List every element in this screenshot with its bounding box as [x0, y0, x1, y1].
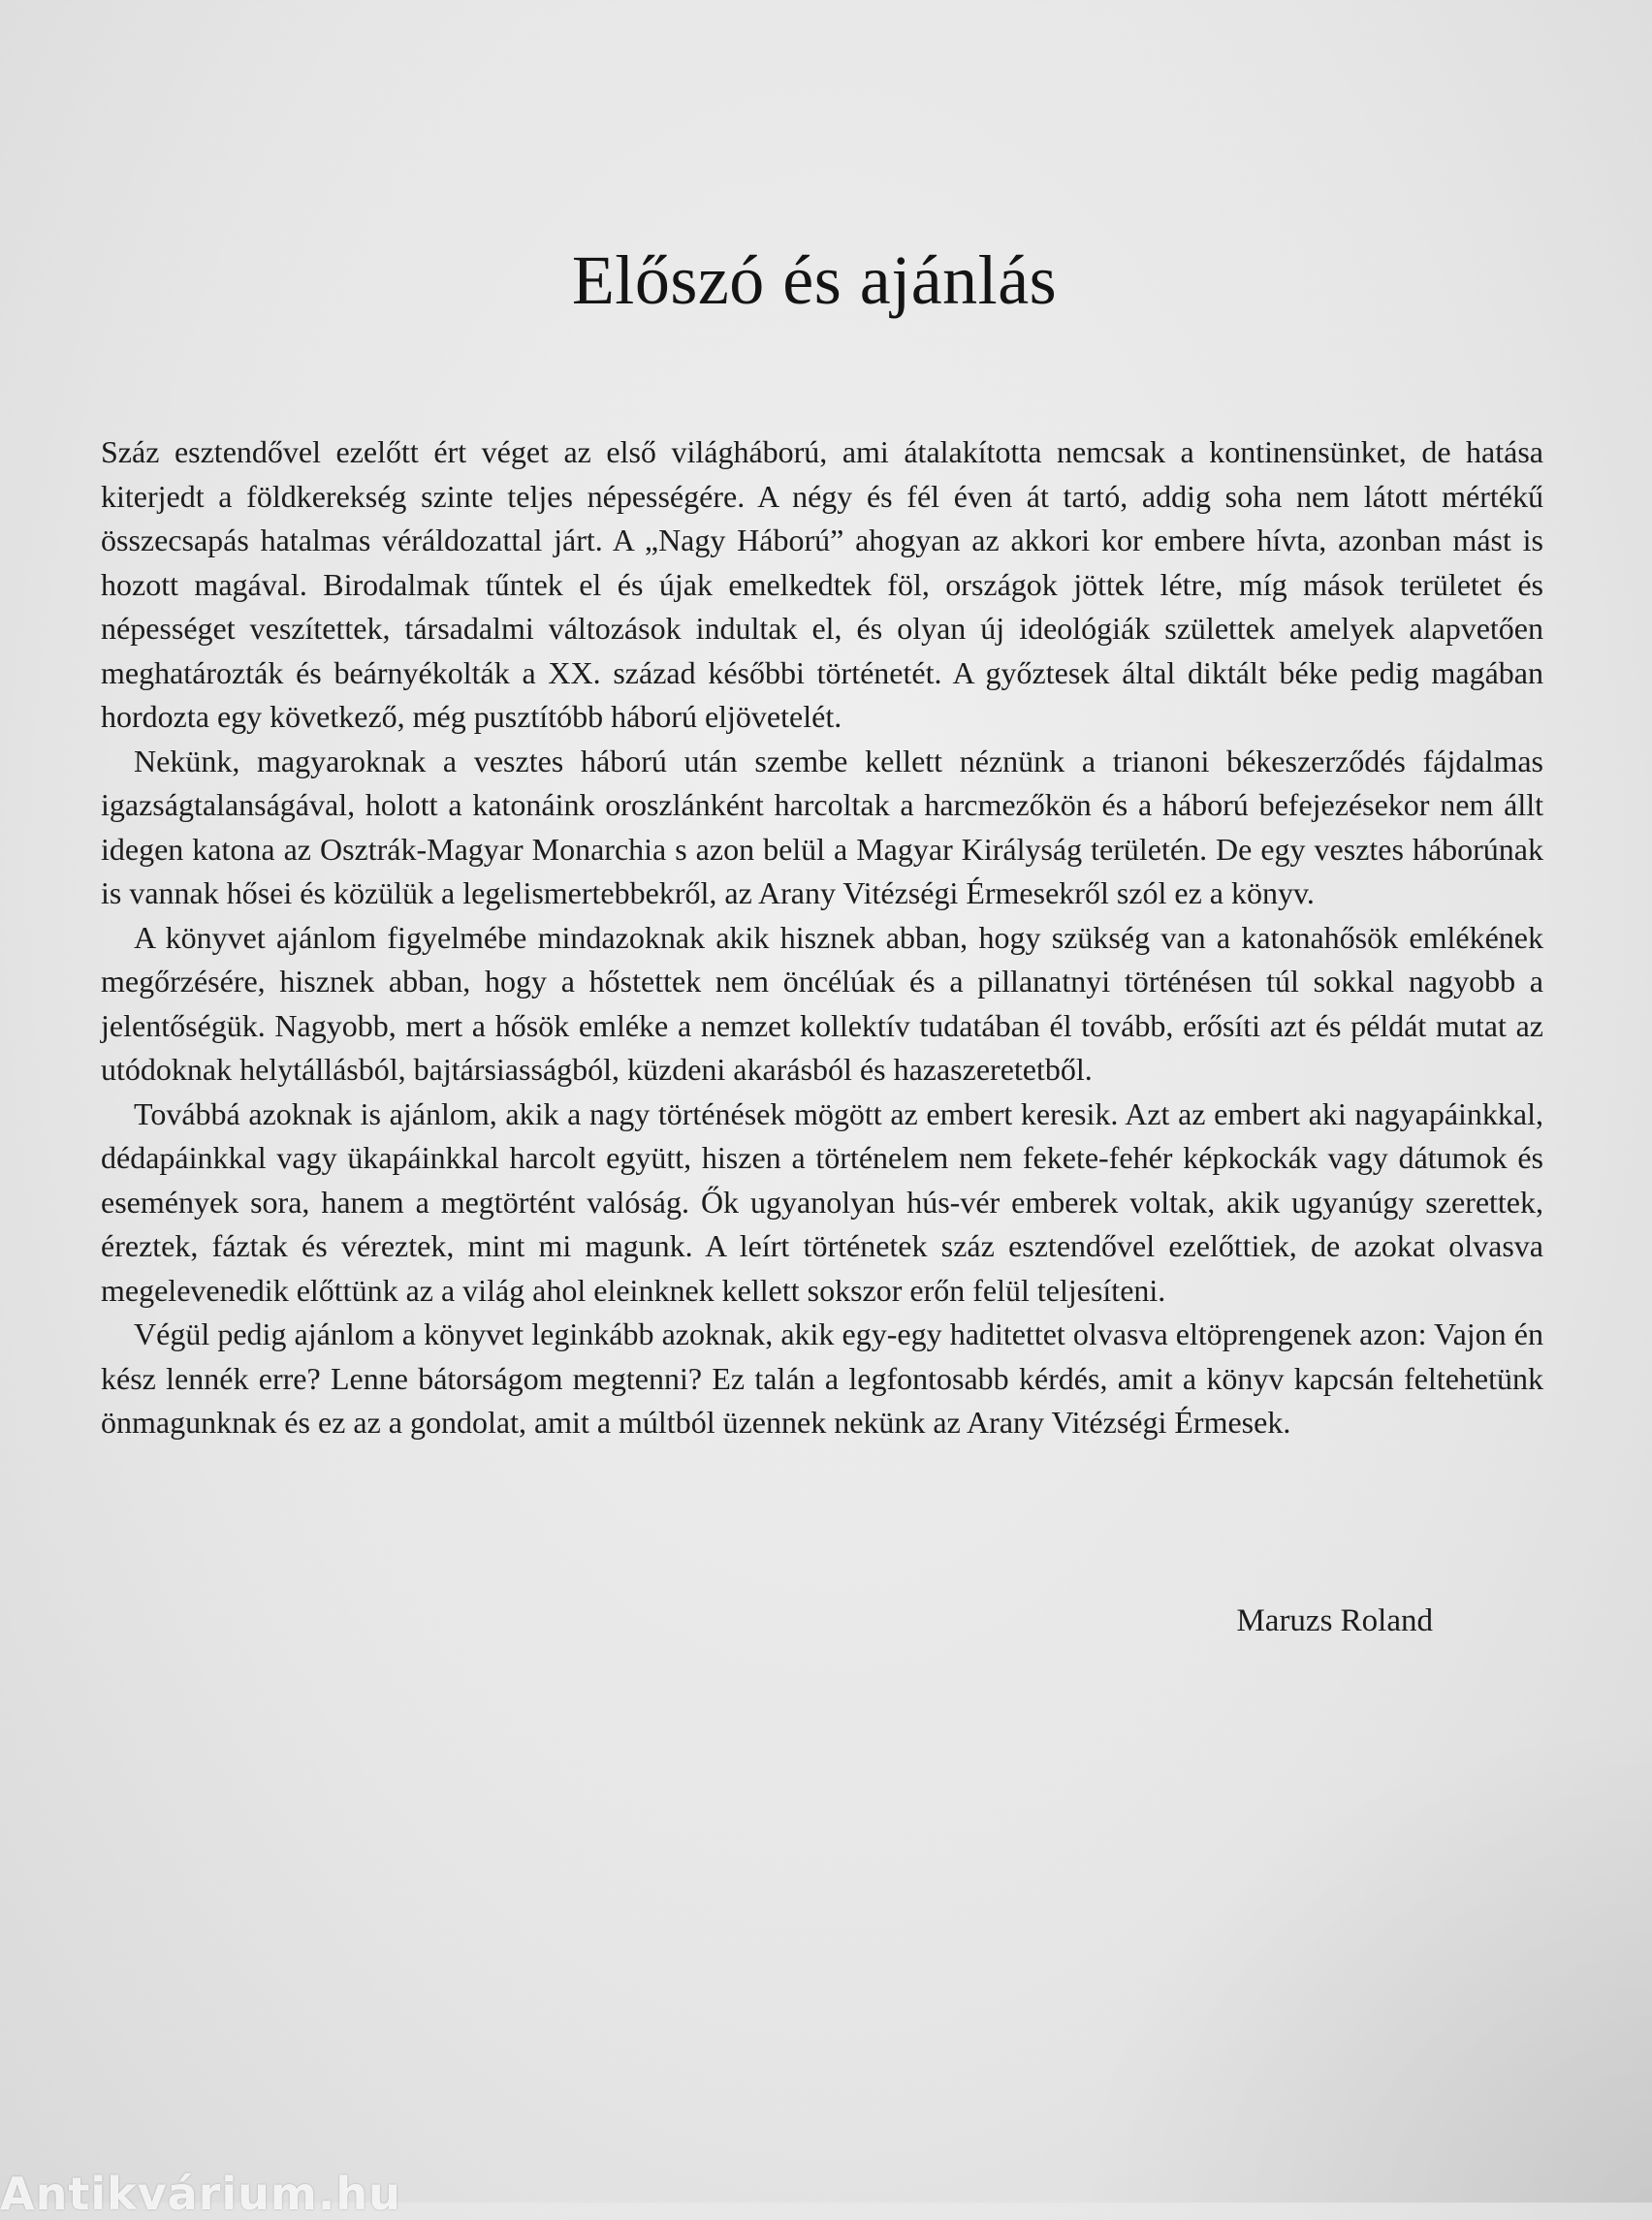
watermark-text: Antikvárium.hu [0, 2168, 401, 2220]
author-signature: Maruzs Roland [1236, 1603, 1433, 1638]
paragraph-4: Továbbá azoknak is ajánlom, akik a nagy történések mögött az embert keresik. Azt az embert aki nagyapáinkkal, dédapáinkkal vagy ükapáinkkal harcolt együtt, hiszen a történelem nem fekete-fehér képkockák vagy dátumok és események sora, hanem a megtörtént valóság. Ők ugyanolyan hús-vér emberek voltak, akik ugyanúgy szerettek, éreztek, fáztak és véreztek, mint mi magunk. A leírt történetek száz esztendővel ezelőttiek, de azokat olvasva megelevenedik előttünk az a világ ahol eleinknek kellett sokszor erőn felül teljesíteni. [101, 1095, 1543, 1308]
paragraph-2: Nekünk, magyaroknak a vesztes háború után szembe kellett néznünk a trianoni békeszerződés fájdalmas igazságtalanságával, holott a katonáink oroszlánként harcoltak a harcmezőkön és a háború befejezésekor nem állt idegen katona az Osztrák-Magyar Monarchia s azon belül a Magyar Királyság területén. De egy vesztes háborúnak is vannak hősei és közülük a legelismertebbekről, az Arany Vitézségi Érmesekről szól ez a könyv. [101, 743, 1543, 910]
body-text [101, 430, 1543, 1445]
paragraph-3: A könyvet ajánlom figyelmébe mindazoknak akik hisznek abban, hogy szükség van a katonahősök emlékének megőrzésére, hisznek abban, hogy a hőstettek nem öncélúak és a pillanatnyi történésen túl sokkal nagyobb a jelentőségük. Nagyobb, mert a hősök emléke a nemzet kollektív tudatában él tovább, erősíti azt és példát mutat az utódoknak helytállásból, bajtársiasságból, küzdeni akarásból és hazaszeretetből. [101, 919, 1543, 1087]
page-shadow [1070, 1718, 1652, 2203]
paragraph-5: Végül pedig ajánlom a könyvet leginkább azoknak, akik egy-egy haditettet olvasva eltöprengenek azon: Vajon én kész lennék erre? Lenne bátorságom megtenni? Ez talán a legfontosabb kérdés, amit a könyv kapcsán feltehetünk önmagunknak és ez az a gondolat, amit a múltból üzennek nekünk az Arany Vitézségi Érmesek. [101, 1316, 1543, 1440]
page-title: Előszó és ajánlás [571, 241, 1058, 319]
paragraph-1: Száz esztendővel ezelőtt ért véget az első világháború, ami átalakította nemcsak a kontinensünket, de hatása kiterjedt a földkerekség szinte teljes népességére. A négy és fél éven át tartó, addig soha nem látott mértékű összecsapás hatalmas véráldozattal járt. A „Nagy Háború” ahogyan az akkori kor embere hívta, azonban mást is hozott magával. Birodalmak tűntek el és újak emelkedtek föl, országok jöttek létre, míg mások területet és népességet veszítettek, társadalmi változások indultak el, és olyan új ideológiák születtek amelyek alapvetően meghatározták és beárnyékolták a XX. század későbbi történetét. A győztesek által diktált béke pedig magában hordozta egy következő, még pusztítóbb háború eljövetelét. [101, 434, 1543, 734]
